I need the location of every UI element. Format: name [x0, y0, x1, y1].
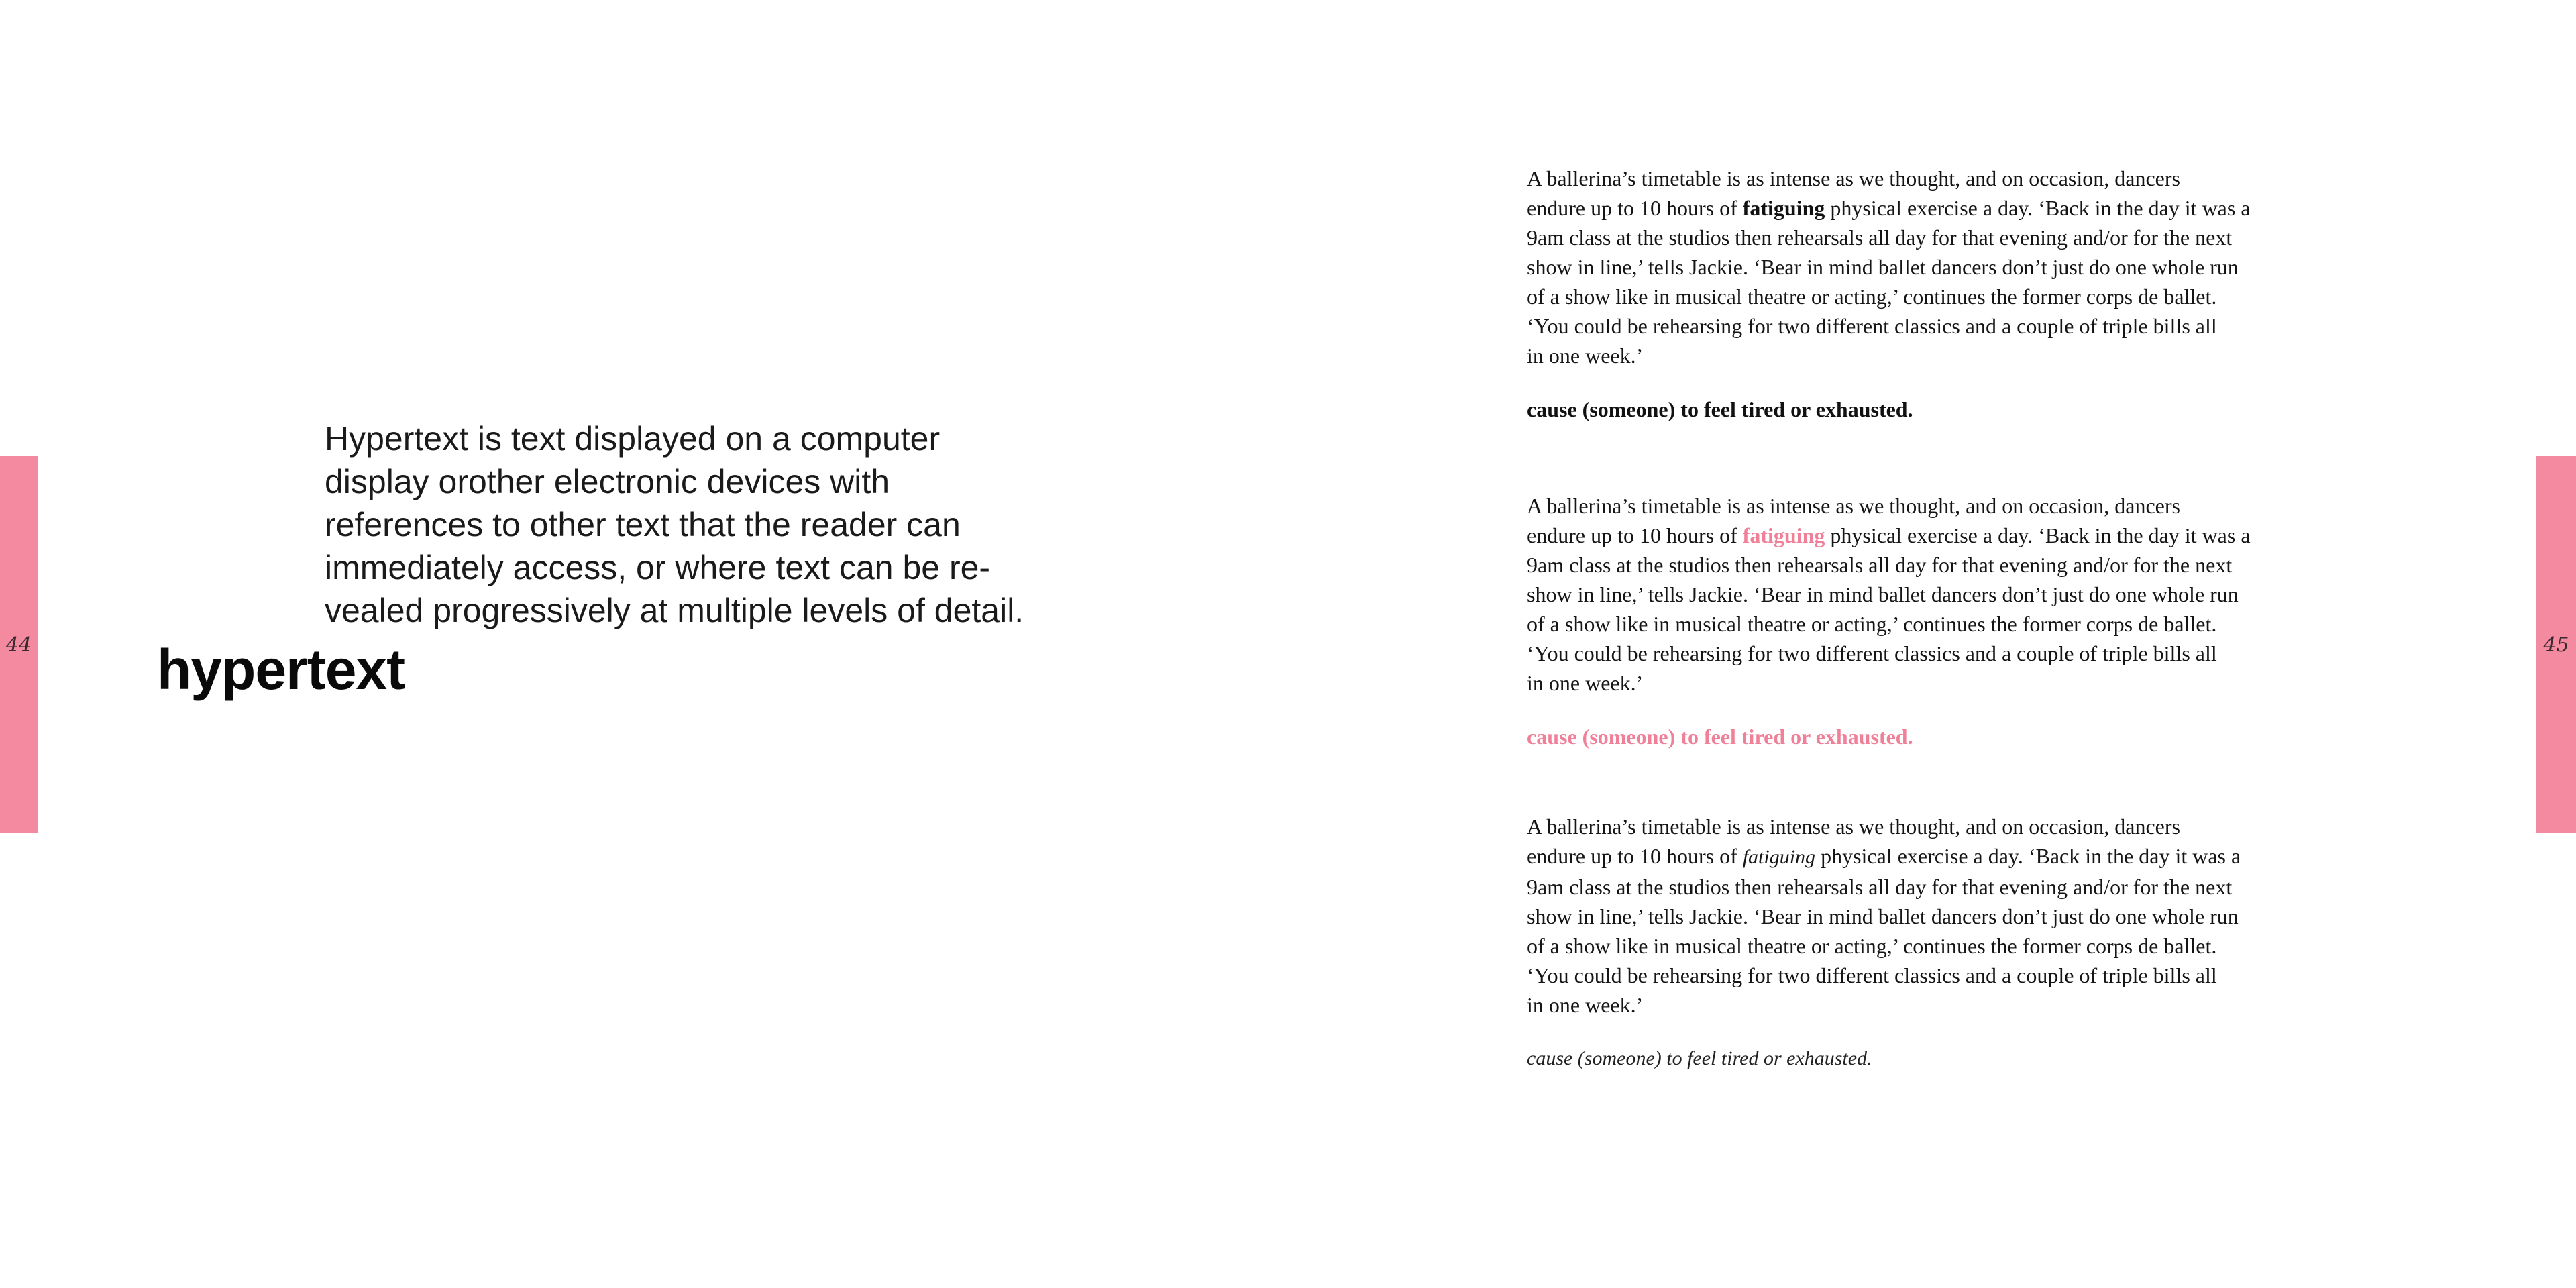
- intro-line: vealed progressively at multiple levels of detail.: [325, 592, 1024, 629]
- paragraph-line: of a show like in musical theatre or acting,’ continues the former corps de ballet.: [1527, 934, 2217, 958]
- paragraph-line: [1527, 193, 2412, 223]
- paragraph-line: 9am class at the studios then rehearsals all day for that evening and/or for the next: [1527, 553, 2233, 577]
- paragraph-line: of a show like in musical theatre or acting,’ continues the former corps de ballet.: [1527, 284, 2217, 309]
- paragraph-line: 9am class at the studios then rehearsals all day for that evening and/or for the next: [1527, 225, 2233, 250]
- paragraph-line: ‘You could be rehearsing for two different classics and a couple of triple bills all: [1527, 314, 2217, 338]
- intro-line: immediately access, or where text can be re-: [325, 549, 991, 586]
- definition-italic: cause (someone) to feel tired or exhausted.: [1527, 1047, 1872, 1069]
- paragraph-line: show in line,’ tells Jackie. ‘Bear in mind ballet dancers don’t just do one whole run: [1527, 255, 2239, 279]
- definition-pink: cause (someone) to feel tired or exhausted.: [1527, 724, 1913, 749]
- text-sample-pink: [1527, 491, 2412, 751]
- paragraph-line: in one week.’: [1527, 343, 1644, 368]
- paragraph-line: [1527, 841, 2412, 872]
- text-sample-italic: [1527, 812, 2412, 1073]
- paragraph-segment: physical exercise a day. ‘Back in the day it was a: [1825, 523, 2251, 547]
- paragraph-line: show in line,’ tells Jackie. ‘Bear in mind ballet dancers don’t just do one whole run: [1527, 904, 2239, 928]
- text-sample-bold: [1527, 164, 2412, 424]
- intro-line: Hypertext is text displayed on a computer: [325, 420, 941, 458]
- intro-line: references to other text that the reader can: [325, 506, 961, 543]
- paragraph-segment: endure up to 10 hours of: [1527, 844, 1743, 868]
- paragraph-line: show in line,’ tells Jackie. ‘Bear in mind ballet dancers don’t just do one whole run: [1527, 582, 2239, 606]
- paragraph-line: in one week.’: [1527, 671, 1644, 695]
- paragraph-line: A ballerina’s timetable is as intense as we thought, and on occasion, dancers: [1527, 166, 2180, 191]
- paragraph-line: in one week.’: [1527, 993, 1644, 1017]
- paragraph-line: A ballerina’s timetable is as intense as we thought, and on occasion, dancers: [1527, 814, 2180, 839]
- paragraph-line: 9am class at the studios then rehearsals all day for that evening and/or for the next: [1527, 875, 2233, 899]
- paragraph-segment: physical exercise a day. ‘Back in the day it was a: [1825, 196, 2251, 220]
- keyword-bold[interactable]: fatiguing: [1742, 196, 1825, 220]
- keyword-pink[interactable]: fatiguing: [1742, 523, 1825, 547]
- intro-line: display orother electronic devices with: [325, 463, 890, 500]
- paragraph-segment: physical exercise a day. ‘Back in the day it was a: [1815, 844, 2241, 868]
- paragraph-segment: endure up to 10 hours of: [1527, 523, 1743, 547]
- hypertext-definition-paragraph: [325, 417, 1116, 632]
- page-number-left: 44: [5, 633, 32, 657]
- paragraph-segment: endure up to 10 hours of: [1527, 196, 1743, 220]
- page-title: hypertext: [157, 638, 405, 701]
- paragraph-line: ‘You could be rehearsing for two different classics and a couple of triple bills all: [1527, 641, 2217, 665]
- paragraph-line: of a show like in musical theatre or acting,’ continues the former corps de ballet.: [1527, 612, 2217, 636]
- keyword-italic[interactable]: fatiguing: [1742, 846, 1816, 868]
- paragraph-line: ‘You could be rehearsing for two different classics and a couple of triple bills all: [1527, 963, 2217, 987]
- definition-bold: cause (someone) to feel tired or exhausted.: [1527, 397, 1913, 421]
- paragraph-line: [1527, 521, 2412, 550]
- page-tab-left: [0, 456, 38, 833]
- paragraph-line: A ballerina’s timetable is as intense as we thought, and on occasion, dancers: [1527, 494, 2180, 518]
- page-number-right: 45: [2543, 633, 2569, 657]
- page-tab-right: [2536, 456, 2576, 833]
